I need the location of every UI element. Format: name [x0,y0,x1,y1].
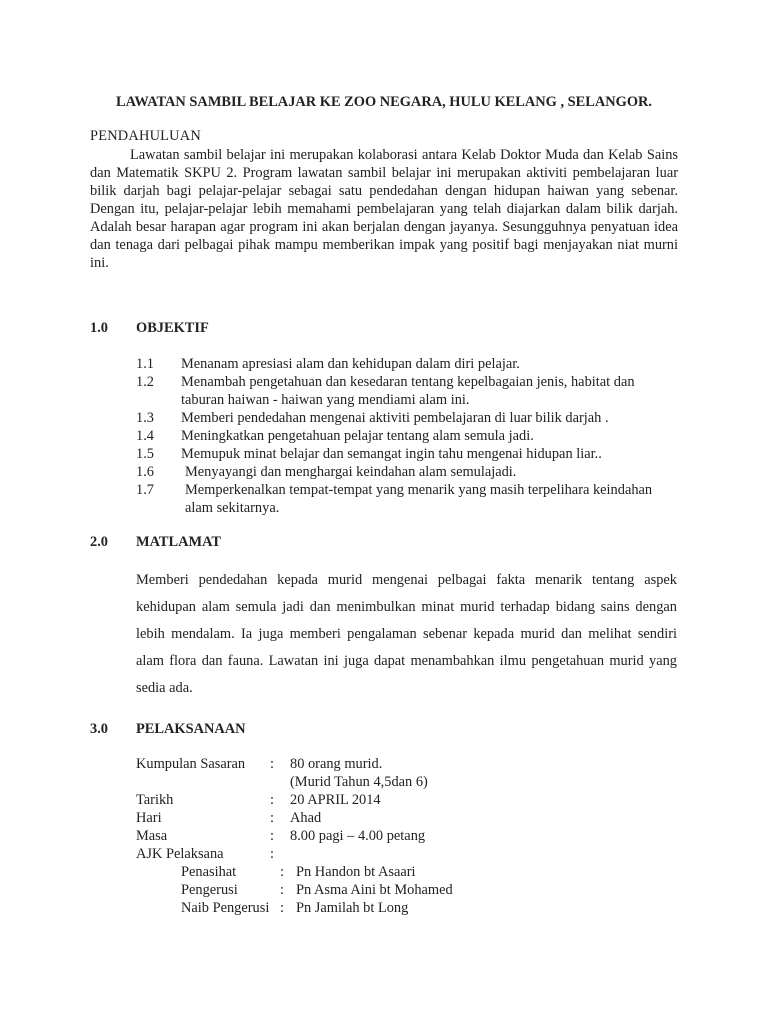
detail-label: Hari [136,810,162,826]
matlamat-paragraph: Memberi pendedahan kepada murid mengenai pelbagai fakta menarik tentang aspek kehidupan alam semula jadi dan menimbulkan minat murid terhadap bidang sains dengan lebih mendalam. Ia juga memberi pengalaman sebenar kepada murid dan melihat sendiri alam flora dan fauna. Lawatan ini juga dapat menambahkan ilmu pengetahuan murid yang sedia ada. [136,572,677,696]
ajk-role: Naib Pengerusi [181,900,270,916]
objective-text: Menyayangi dan menghargai keindahan alam semulajadi. [185,464,517,480]
ajk-colon: : [280,900,284,916]
detail-row [136,827,681,845]
detail-value: 20 APRIL 2014 [290,792,381,808]
ajk-role: Penasihat [181,864,237,880]
objective-item [136,355,681,373]
detail-value: Ahad [290,810,322,826]
objective-number: 1.5 [136,446,154,462]
objective-number: 1.2 [136,374,154,390]
ajk-name: Pn Jamilah bt Long [296,900,409,916]
detail-row [136,845,681,863]
intro-paragraph: Lawatan sambil belajar ini merupakan kolaborasi antara Kelab Doktor Muda dan Kelab Sains dan Matematik SKPU 2. Program lawatan sambil belajar ini merupakan aktiviti pembelajaran luar bilik darjah bagi pelajar-pelajar sebagai satu pendedahan dengan hidupan haiwan yang sebenar. Dengan itu, pelajar-pelajar lebih memahami pembelajaran yang telah diajarkan dalam bilik darjah. Adalah besar harapan agar program ini akan berjalan dengan jayanya. Sesungguhnya penyatuan idea dan tenaga dari pelbagai pihak mampu memberikan impak yang positif bagi menjayakan niat murni ini. [90,147,678,271]
objective-text: Memupuk minat belajar dan semangat ingin tahu mengenai hidupan liar.. [181,446,602,462]
objective-text: Memperkenalkan tempat-tempat yang menarik yang masih terpelihara keindahan alam sekitarnya. [185,482,653,516]
detail-colon: : [270,810,274,826]
objective-list [136,355,681,517]
detail-label: AJK Pelaksana [136,846,224,862]
detail-label: Masa [136,828,168,844]
objective-text: Memberi pendedahan mengenai aktiviti pembelajaran di luar bilik darjah . [181,410,609,426]
objective-text: Menambah pengetahuan dan kesedaran tentang kepelbagaian jenis, habitat dan taburan haiwan - haiwan yang mendiami alam ini. [181,374,635,408]
section-title-objektif: OBJEKTIF [136,320,209,336]
detail-colon: : [270,828,274,844]
ajk-role: Pengerusi [181,882,238,898]
section-title-pelaksanaan: PELAKSANAAN [136,721,246,737]
objective-number: 1.1 [136,356,154,372]
pelaksanaan-details [136,755,681,917]
objective-text: Meningkatkan pengetahuan pelajar tentang alam semula jadi. [181,428,534,444]
detail-label: Tarikh [136,792,174,808]
objective-number: 1.6 [136,464,154,480]
ajk-row [136,863,681,881]
detail-colon: : [270,846,274,862]
section-number-pelaksanaan: 3.0 [90,721,108,737]
detail-colon: : [270,756,274,772]
ajk-row [136,899,681,917]
intro-heading: PENDAHULUAN [90,128,201,144]
document-title: LAWATAN SAMBIL BELAJAR KE ZOO NEGARA, HULU KELANG , SELANGOR. [116,94,652,110]
detail-value: (Murid Tahun 4,5dan 6) [290,774,428,790]
section-number-matlamat: 2.0 [90,534,108,550]
objective-text: Menanam apresiasi alam dan kehidupan dalam diri pelajar. [181,356,520,372]
ajk-colon: : [280,882,284,898]
detail-row [136,773,681,791]
objective-item [136,409,681,427]
detail-label: Kumpulan Sasaran [136,756,246,772]
ajk-name: Pn Handon bt Asaari [296,864,416,880]
objective-number: 1.4 [136,428,154,444]
objective-item [136,481,681,517]
objective-item [136,373,681,409]
ajk-row [136,881,681,899]
section-number-objektif: 1.0 [90,320,108,336]
detail-value: 8.00 pagi – 4.00 petang [290,828,426,844]
objective-number: 1.7 [136,482,154,498]
ajk-name: Pn Asma Aini bt Mohamed [296,882,453,898]
detail-row [136,791,681,809]
objective-item [136,427,681,445]
section-title-matlamat: MATLAMAT [136,534,222,550]
objective-item [136,463,681,481]
detail-row [136,809,681,827]
detail-value: 80 orang murid. [290,756,383,772]
detail-colon: : [270,792,274,808]
objective-number: 1.3 [136,410,154,426]
detail-row [136,755,681,773]
ajk-colon: : [280,864,284,880]
objective-item [136,445,681,463]
